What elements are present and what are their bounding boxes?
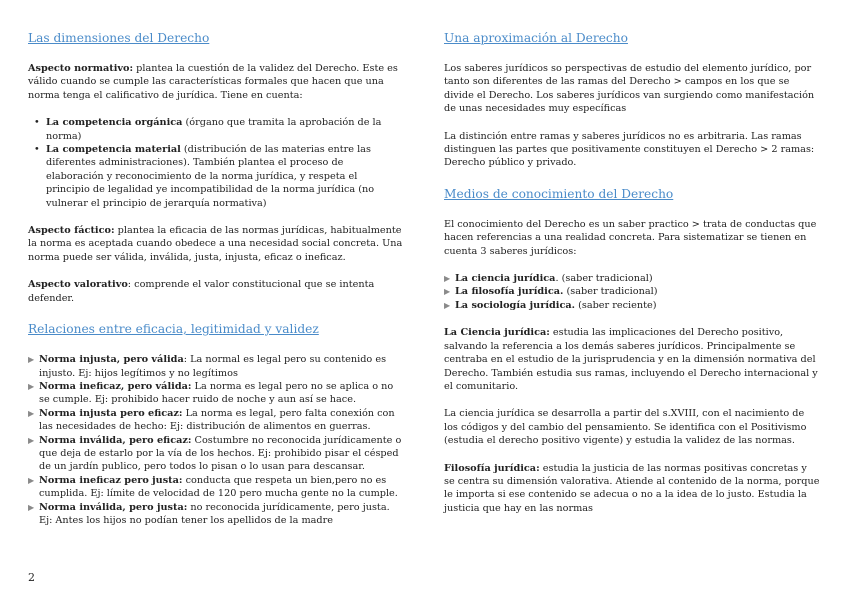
label-aspecto-valorativo: Aspecto valorativo [28,279,128,291]
list-item: • La competencia orgánica (órgano que tramita la aprobación de la norma) [34,117,382,142]
triangle-bullet-icon: ▶ [28,355,35,365]
list-item: ▶ La sociología jurídica. (saber reciente) [444,299,657,311]
triangle-bullet-icon: ▶ [28,435,35,445]
paragraph-ciencia-juridica: La Ciencia jurídica: estudia las implicaciones del Derecho positivo, salvando la referencia a los demás saberes jurídicos. Principalmente se centraba en el estudio de la jurisprudencia y en la dimensión normativa del Derecho. También estudia sus ramas, incluyendo el Derecho internacional y el comunitario. [444,327,818,392]
label-ciencia-juridica: La Ciencia jurídica: [444,327,550,339]
list-item: ▶ Norma ineficaz, pero válida: La norma es legal pero no se aplica o no se cumple. Ej: prohibido hacer ruido de noche y aun así se hace. [28,380,394,406]
section-title-relaciones: Relaciones entre eficacia, legitimidad y validez [28,322,319,337]
list-item: ▶ Norma inválida, pero eficaz: Costumbre no reconocida jurídicamente o que deja de estarlo por la vía de los hechos. Ej: prohibido pisar el césped de un jardín publico, pero todos lo pisan o lo usan para descansar. [28,434,402,473]
list-item: ▶ Norma injusta, pero válida: La normal es legal pero su contenido es injusto. Ej: hijos legítimos y no legítimos [28,354,387,379]
section-title-medios: Medios de conocimiento del Derecho [444,186,674,201]
paragraph-aspecto-normativo [28,62,404,102]
list-item: • La competencia material (distribución de las materias entre las diferentes administraciones). También plantea el proceso de elaboración y reconocimiento de la norma jurídica, y respeta el principio de legalidad ye incompatibilidad de la norma jurídica (no vulnerar el principio de jerarquía normativa) [34,144,375,209]
triangle-bullet-icon: ▶ [28,502,35,512]
triangle-bullet-icon: ▶ [444,287,451,297]
bullet-icon: • [34,144,40,156]
competencias-list [28,116,404,210]
paragraph-aspecto-factico: Aspecto fáctico: plantea la eficacia de las normas jurídicas, habitualmente la norma es aceptada cuando obedece a una necesidad social concreta. Una norma puede ser válida, inválida, justa, injusta, eficaz o ineficaz. [28,225,403,263]
list-item: ▶ Norma inválida, pero justa: no reconocida jurídicamente, pero justa. Ej: Antes los hijos no podían tener los apellidos de la madre [28,501,390,526]
triangle-bullet-icon: ▶ [444,274,451,284]
list-item: ▶ La ciencia jurídica. (saber tradicional) [444,273,653,285]
list-item: ▶ La filosofía jurídica. (saber tradicional) [444,286,658,298]
paragraph-ramas: La distinción entre ramas y saberes jurídicos no es arbitraria. Las ramas distinguen las partes que positivamente constituyen el Derecho > 2 ramas: Derecho público y privado. [444,130,815,169]
list-item: ▶ Norma ineficaz pero justa: conducta que respeta un bien,pero no es cumplida. Ej: límite de velocidad de 120 pero mucha gente no la cumple. [28,474,398,500]
label-aspecto-normativo: Aspecto normativo: [28,63,134,74]
label-filosofia-juridica: Filosofía jurídica: [444,462,540,474]
paragraph-saberes: Los saberes jurídicos so perspectivas de estudio del elemento jurídico, por tanto son diferentes de las ramas del Derecho > campos en los que se divide el Derecho. Los saberes jurídicos van surgiendo como manifestación de unas necesidades muy específicas [444,63,815,115]
triangle-bullet-icon: ▶ [28,408,35,418]
section-title-dimensiones: Las dimensiones del Derecho [28,31,210,45]
right-column [444,30,820,529]
list-item: ▶ Norma injusta pero eficaz: La norma es legal, pero falta conexión con las necesidades de hecho: Ej: distribución de alimentos en guerras. [28,407,395,433]
text-aspecto-normativo: plantea la cuestión de la validez del Derecho. Este es válido cuando se cumple las características formales que hacen que una norma tenga el calificativo de jurídica. Tiene en cuenta: [28,63,398,101]
page-number: 2 [28,571,35,584]
triangle-bullet-icon: ▶ [444,300,451,310]
bullet-icon: • [34,117,40,129]
saberes-list [444,272,820,312]
label-aspecto-factico: Aspecto fáctico: [28,225,115,237]
triangle-bullet-icon: ▶ [28,475,35,485]
paragraph-aspecto-valorativo: Aspecto valorativo: comprende el valor constitucional que se intenta defender. [28,279,375,304]
triangle-bullet-icon: ▶ [28,381,35,391]
left-column [28,30,404,541]
paragraph-siglo-xviii: La ciencia jurídica se desarrolla a partir del s.XVIII, con el nacimiento de los códigos y del cambio del pensamiento. Se identifica con el Positivismo (estudia el derecho positivo vigente) y estudia la validez de las normas. [444,408,807,447]
section-title-aproximacion: Una aproximación al Derecho [444,31,628,45]
relaciones-list [28,353,404,527]
paragraph-conocimiento: El conocimiento del Derecho es un saber practico > trata de conductas que hacen referencias a una realidad concreta. Para sistematizar se tienen en cuenta 3 saberes jurídicos: [444,218,817,257]
paragraph-filosofia-juridica: Filosofía jurídica: estudia la justicia de las normas positivas concretas y se centra su dimensión valorativa. Atiende al contenido de la norma, porque le importa si ese contenido se adecua o no a la idea de lo justo. Estudia la justicia que hay en las normas [444,462,820,514]
